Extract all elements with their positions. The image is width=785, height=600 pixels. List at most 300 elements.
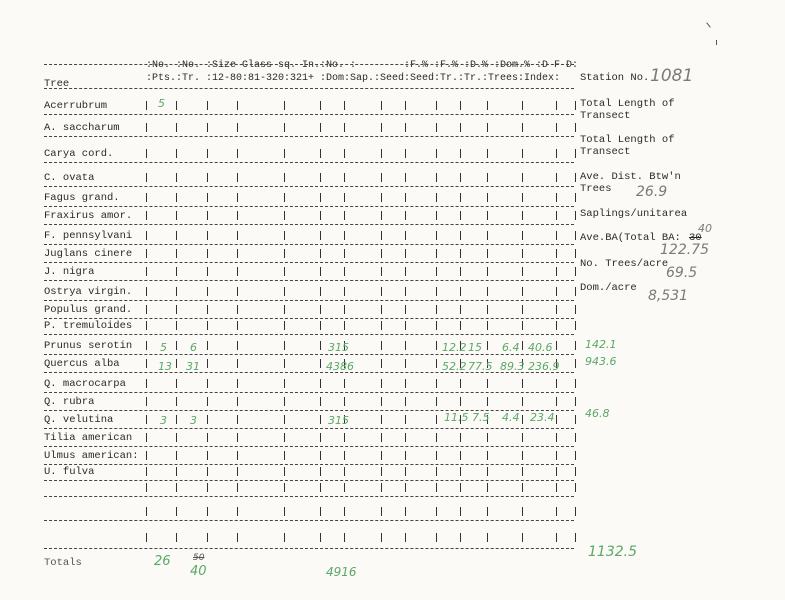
column-tick bbox=[284, 249, 285, 258]
column-tick bbox=[146, 287, 147, 296]
column-tick bbox=[381, 483, 382, 492]
column-tick bbox=[284, 467, 285, 476]
column-tick bbox=[320, 467, 321, 476]
column-tick bbox=[487, 231, 488, 240]
row-rule bbox=[44, 372, 574, 373]
column-tick bbox=[207, 507, 208, 516]
quercus-d1: 89.3 bbox=[500, 360, 525, 373]
column-tick bbox=[522, 231, 523, 240]
column-tick bbox=[487, 321, 488, 330]
column-tick bbox=[320, 123, 321, 132]
totals-dom: 4916 bbox=[326, 565, 357, 579]
corner-mark bbox=[706, 22, 711, 27]
column-tick bbox=[320, 305, 321, 314]
column-tick bbox=[284, 231, 285, 240]
column-tick bbox=[487, 211, 488, 220]
column-tick bbox=[237, 231, 238, 240]
column-tick bbox=[487, 433, 488, 442]
column-tick bbox=[284, 359, 285, 368]
column-tick bbox=[146, 249, 147, 258]
column-tick bbox=[556, 397, 557, 406]
column-tick bbox=[405, 267, 406, 276]
column-tick bbox=[320, 341, 321, 350]
column-tick bbox=[575, 231, 576, 240]
column-tick bbox=[460, 249, 461, 258]
column-tick bbox=[284, 305, 285, 314]
totals-tr: 40 bbox=[190, 564, 207, 579]
column-tick bbox=[460, 451, 461, 460]
column-tick bbox=[460, 267, 461, 276]
velutina-tr: 3 bbox=[190, 414, 197, 427]
column-tick bbox=[487, 341, 488, 350]
column-tick bbox=[284, 483, 285, 492]
column-tick bbox=[575, 123, 576, 132]
column-tick bbox=[381, 433, 382, 442]
column-tick bbox=[320, 433, 321, 442]
column-tick bbox=[284, 267, 285, 276]
column-tick bbox=[405, 305, 406, 314]
column-tick bbox=[237, 533, 238, 542]
header-bottom-rule bbox=[44, 88, 574, 89]
column-tick bbox=[176, 249, 177, 258]
column-tick bbox=[556, 173, 557, 182]
column-tick bbox=[381, 359, 382, 368]
column-tick bbox=[381, 397, 382, 406]
column-tick bbox=[176, 287, 177, 296]
column-tick bbox=[460, 483, 461, 492]
column-tick bbox=[436, 507, 437, 516]
column-tick bbox=[436, 267, 437, 276]
column-tick bbox=[460, 467, 461, 476]
column-tick bbox=[344, 101, 345, 110]
velutina-d2: 23.4 bbox=[530, 411, 555, 424]
column-tick bbox=[207, 433, 208, 442]
column-tick bbox=[146, 211, 147, 220]
column-tick bbox=[522, 267, 523, 276]
column-tick bbox=[460, 193, 461, 202]
column-tick bbox=[237, 193, 238, 202]
column-tick bbox=[460, 379, 461, 388]
column-tick bbox=[436, 533, 437, 542]
column-tick bbox=[556, 321, 557, 330]
column-tick bbox=[522, 467, 523, 476]
header-row-1b: :No. : bbox=[320, 60, 357, 71]
column-tick bbox=[344, 397, 345, 406]
prunus-pts: 5 bbox=[160, 341, 167, 354]
column-tick bbox=[381, 379, 382, 388]
velutina-dom: 315 bbox=[328, 414, 349, 427]
column-tick bbox=[176, 451, 177, 460]
column-tick bbox=[237, 397, 238, 406]
column-tick bbox=[146, 101, 147, 110]
column-tick bbox=[284, 149, 285, 158]
column-tick bbox=[320, 507, 321, 516]
column-tick bbox=[146, 415, 147, 424]
column-tick bbox=[176, 321, 177, 330]
column-tick bbox=[207, 267, 208, 276]
column-tick bbox=[381, 415, 382, 424]
column-tick bbox=[146, 173, 147, 182]
column-tick bbox=[344, 321, 345, 330]
column-tick bbox=[237, 467, 238, 476]
station-dom-acre: Dom./acre bbox=[580, 282, 637, 294]
column-tick bbox=[487, 287, 488, 296]
column-tick bbox=[344, 173, 345, 182]
column-tick bbox=[146, 397, 147, 406]
column-tick bbox=[522, 507, 523, 516]
column-tick bbox=[146, 149, 147, 158]
column-tick bbox=[460, 173, 461, 182]
column-tick bbox=[207, 341, 208, 350]
column-tick bbox=[320, 101, 321, 110]
column-tick bbox=[522, 211, 523, 220]
column-tick bbox=[176, 379, 177, 388]
column-tick bbox=[344, 483, 345, 492]
column-tick bbox=[556, 249, 557, 258]
column-tick bbox=[460, 211, 461, 220]
column-tick bbox=[436, 287, 437, 296]
tree-name-7: Juglans cinere bbox=[44, 248, 133, 260]
column-tick bbox=[487, 193, 488, 202]
column-tick bbox=[320, 211, 321, 220]
column-tick bbox=[284, 193, 285, 202]
column-tick bbox=[146, 193, 147, 202]
column-tick bbox=[284, 379, 285, 388]
header-row-1c: :F.% :F.% :D.% :Dom.% :D F D: bbox=[404, 60, 579, 71]
column-tick bbox=[146, 305, 147, 314]
column-tick bbox=[320, 231, 321, 240]
column-tick bbox=[237, 341, 238, 350]
column-tick bbox=[207, 149, 208, 158]
tree-name-13: Quercus alba bbox=[44, 358, 120, 370]
column-tick bbox=[436, 379, 437, 388]
column-tick bbox=[436, 211, 437, 220]
column-tick bbox=[381, 321, 382, 330]
tree-column-header: Tree bbox=[44, 78, 70, 90]
column-tick bbox=[405, 467, 406, 476]
column-tick bbox=[487, 123, 488, 132]
column-tick bbox=[405, 507, 406, 516]
row-rule bbox=[44, 428, 574, 429]
column-tick bbox=[460, 305, 461, 314]
quercus-total: 943.6 bbox=[585, 355, 617, 368]
column-tick bbox=[207, 397, 208, 406]
column-tick bbox=[405, 533, 406, 542]
row-rule bbox=[44, 280, 574, 281]
column-tick bbox=[344, 467, 345, 476]
column-tick bbox=[556, 287, 557, 296]
column-tick bbox=[575, 451, 576, 460]
column-tick bbox=[381, 341, 382, 350]
column-tick bbox=[522, 397, 523, 406]
prunus-total: 142.1 bbox=[585, 338, 617, 351]
column-tick bbox=[320, 173, 321, 182]
tree-name-0: Acerrubrum bbox=[44, 100, 108, 112]
header-row-2b: :Dom:Sap.:Seed:Seed:Tr.:Tr.:Trees:Index: bbox=[320, 73, 561, 84]
column-tick bbox=[460, 321, 461, 330]
column-tick bbox=[176, 123, 177, 132]
column-tick bbox=[237, 249, 238, 258]
column-tick bbox=[320, 533, 321, 542]
column-tick bbox=[381, 123, 382, 132]
column-tick bbox=[320, 359, 321, 368]
column-tick bbox=[207, 467, 208, 476]
column-tick bbox=[207, 101, 208, 110]
column-tick bbox=[405, 359, 406, 368]
column-tick bbox=[320, 149, 321, 158]
column-tick bbox=[436, 305, 437, 314]
column-tick bbox=[237, 101, 238, 110]
column-tick bbox=[237, 149, 238, 158]
column-tick bbox=[487, 379, 488, 388]
column-tick bbox=[556, 483, 557, 492]
column-tick bbox=[284, 415, 285, 424]
column-tick bbox=[436, 193, 437, 202]
column-tick bbox=[487, 101, 488, 110]
column-tick bbox=[487, 149, 488, 158]
column-tick bbox=[146, 123, 147, 132]
column-tick bbox=[381, 533, 382, 542]
column-tick bbox=[207, 321, 208, 330]
totals-tr-struck: 50 bbox=[193, 553, 205, 563]
column-tick bbox=[284, 211, 285, 220]
column-tick bbox=[381, 267, 382, 276]
column-tick bbox=[237, 123, 238, 132]
column-tick bbox=[207, 173, 208, 182]
tree-name-8: J. nigra bbox=[44, 266, 95, 278]
column-tick bbox=[146, 359, 147, 368]
column-tick bbox=[575, 359, 576, 368]
row-rule bbox=[44, 392, 574, 393]
column-tick bbox=[522, 101, 523, 110]
prunus-f2: 15 bbox=[468, 341, 482, 354]
column-tick bbox=[146, 451, 147, 460]
row-rule bbox=[44, 318, 574, 319]
column-tick bbox=[284, 321, 285, 330]
column-tick bbox=[237, 451, 238, 460]
column-tick bbox=[556, 123, 557, 132]
column-tick bbox=[344, 123, 345, 132]
row-rule bbox=[44, 354, 574, 355]
column-tick bbox=[460, 433, 461, 442]
column-tick bbox=[522, 341, 523, 350]
station-saplings: Saplings/unitarea bbox=[580, 208, 688, 220]
prunus-f1: 12.2 bbox=[442, 341, 467, 354]
station-total-length-2: Total Length of Transect bbox=[580, 134, 675, 158]
column-tick bbox=[207, 123, 208, 132]
column-tick bbox=[237, 305, 238, 314]
column-tick bbox=[176, 341, 177, 350]
column-tick bbox=[556, 305, 557, 314]
row-rule bbox=[44, 162, 574, 163]
column-tick bbox=[405, 379, 406, 388]
tree-name-6: F. pennsylvani bbox=[44, 230, 133, 242]
tree-name-2: Carya cord. bbox=[44, 148, 114, 160]
header-top-rule bbox=[44, 64, 574, 65]
station-trees-acre-value: 69.5 bbox=[666, 265, 698, 281]
column-tick bbox=[320, 483, 321, 492]
column-tick bbox=[522, 433, 523, 442]
column-tick bbox=[405, 101, 406, 110]
column-tick bbox=[487, 305, 488, 314]
column-tick bbox=[176, 507, 177, 516]
station-dom-acre-value: 8,531 bbox=[648, 288, 689, 304]
column-tick bbox=[436, 341, 437, 350]
column-tick bbox=[237, 287, 238, 296]
column-tick bbox=[207, 211, 208, 220]
row-rule bbox=[44, 548, 574, 549]
row-rule bbox=[44, 520, 574, 521]
column-tick bbox=[522, 321, 523, 330]
column-tick bbox=[381, 173, 382, 182]
column-tick bbox=[207, 379, 208, 388]
column-tick bbox=[575, 173, 576, 182]
velutina-total: 46.8 bbox=[585, 407, 610, 420]
column-tick bbox=[320, 415, 321, 424]
column-tick bbox=[381, 287, 382, 296]
column-tick bbox=[556, 149, 557, 158]
column-tick bbox=[320, 287, 321, 296]
column-tick bbox=[176, 231, 177, 240]
column-tick bbox=[381, 149, 382, 158]
column-tick bbox=[405, 249, 406, 258]
column-tick bbox=[556, 467, 557, 476]
column-tick bbox=[460, 101, 461, 110]
column-tick bbox=[176, 193, 177, 202]
column-tick bbox=[381, 249, 382, 258]
column-tick bbox=[284, 341, 285, 350]
column-tick bbox=[207, 451, 208, 460]
column-tick bbox=[207, 483, 208, 492]
column-tick bbox=[284, 433, 285, 442]
column-tick bbox=[460, 231, 461, 240]
column-tick bbox=[344, 451, 345, 460]
column-tick bbox=[381, 193, 382, 202]
column-tick bbox=[320, 397, 321, 406]
tree-name-17: Tilia american bbox=[44, 432, 133, 444]
tree-name-5: Fraxirus amor. bbox=[44, 210, 133, 222]
column-tick bbox=[284, 451, 285, 460]
tree-name-16: Q. velutina bbox=[44, 414, 114, 426]
tree-name-1: A. saccharum bbox=[44, 122, 120, 134]
column-tick bbox=[405, 451, 406, 460]
tree-name-10: Populus grand. bbox=[44, 304, 133, 316]
column-tick bbox=[176, 305, 177, 314]
row-rule bbox=[44, 480, 574, 481]
column-tick bbox=[176, 101, 177, 110]
column-tick bbox=[284, 173, 285, 182]
column-tick bbox=[207, 193, 208, 202]
column-tick bbox=[405, 341, 406, 350]
column-tick bbox=[436, 483, 437, 492]
grand-total: 1132.5 bbox=[588, 544, 637, 560]
column-tick bbox=[176, 415, 177, 424]
column-tick bbox=[381, 467, 382, 476]
column-tick bbox=[522, 379, 523, 388]
column-tick bbox=[487, 397, 488, 406]
column-tick bbox=[344, 287, 345, 296]
tree-name-19: U. fulva bbox=[44, 466, 95, 478]
tree-name-18: Ulmus american: bbox=[44, 450, 139, 462]
column-tick bbox=[575, 249, 576, 258]
row-rule bbox=[44, 262, 574, 263]
velutina-pts: 3 bbox=[160, 414, 167, 427]
column-tick bbox=[522, 483, 523, 492]
column-tick bbox=[575, 467, 576, 476]
tree-name-9: Ostrya virgin. bbox=[44, 286, 133, 298]
tree-name-11: P. tremuloides bbox=[44, 320, 133, 332]
column-tick bbox=[522, 193, 523, 202]
column-tick bbox=[522, 249, 523, 258]
column-tick bbox=[522, 305, 523, 314]
station-ave-ba-overwrite: 40 bbox=[698, 222, 712, 235]
column-tick bbox=[176, 359, 177, 368]
column-tick bbox=[405, 123, 406, 132]
column-tick bbox=[487, 533, 488, 542]
column-tick bbox=[460, 533, 461, 542]
column-tick bbox=[344, 267, 345, 276]
column-tick bbox=[487, 249, 488, 258]
column-tick bbox=[436, 101, 437, 110]
column-tick bbox=[405, 231, 406, 240]
column-tick bbox=[405, 211, 406, 220]
column-tick bbox=[146, 321, 147, 330]
column-tick bbox=[284, 507, 285, 516]
column-tick bbox=[522, 149, 523, 158]
header-row-2: :Pts.:Tr. :12-80:81-320:321+ bbox=[146, 73, 315, 84]
column-tick bbox=[381, 101, 382, 110]
column-tick bbox=[284, 533, 285, 542]
column-tick bbox=[575, 533, 576, 542]
velutina-d1: 4.4 bbox=[502, 411, 520, 424]
column-tick bbox=[284, 123, 285, 132]
column-tick bbox=[575, 305, 576, 314]
column-tick bbox=[556, 451, 557, 460]
column-tick bbox=[575, 507, 576, 516]
column-tick bbox=[522, 451, 523, 460]
column-tick bbox=[381, 231, 382, 240]
column-tick bbox=[487, 267, 488, 276]
column-tick bbox=[237, 415, 238, 424]
prunus-dom: 315 bbox=[328, 341, 349, 354]
row-rule bbox=[44, 244, 574, 245]
column-tick bbox=[284, 397, 285, 406]
row-rule bbox=[44, 114, 574, 115]
column-tick bbox=[320, 193, 321, 202]
prunus-d1: 6.4 bbox=[502, 341, 520, 354]
column-tick bbox=[436, 149, 437, 158]
row-rule bbox=[44, 300, 574, 301]
column-tick bbox=[344, 533, 345, 542]
column-tick bbox=[436, 467, 437, 476]
column-tick bbox=[237, 379, 238, 388]
column-tick bbox=[146, 341, 147, 350]
tree-name-15: Q. rubra bbox=[44, 396, 95, 408]
column-tick bbox=[556, 507, 557, 516]
column-tick bbox=[575, 321, 576, 330]
tree-name-3: C. ovata bbox=[44, 172, 95, 184]
column-tick bbox=[405, 287, 406, 296]
quercus-dom: 4386 bbox=[326, 360, 354, 373]
column-tick bbox=[436, 321, 437, 330]
column-tick bbox=[381, 507, 382, 516]
column-tick bbox=[556, 267, 557, 276]
corner-mark bbox=[716, 40, 717, 45]
column-tick bbox=[436, 415, 437, 424]
column-tick bbox=[436, 123, 437, 132]
column-tick bbox=[237, 433, 238, 442]
row-rule bbox=[44, 464, 574, 465]
